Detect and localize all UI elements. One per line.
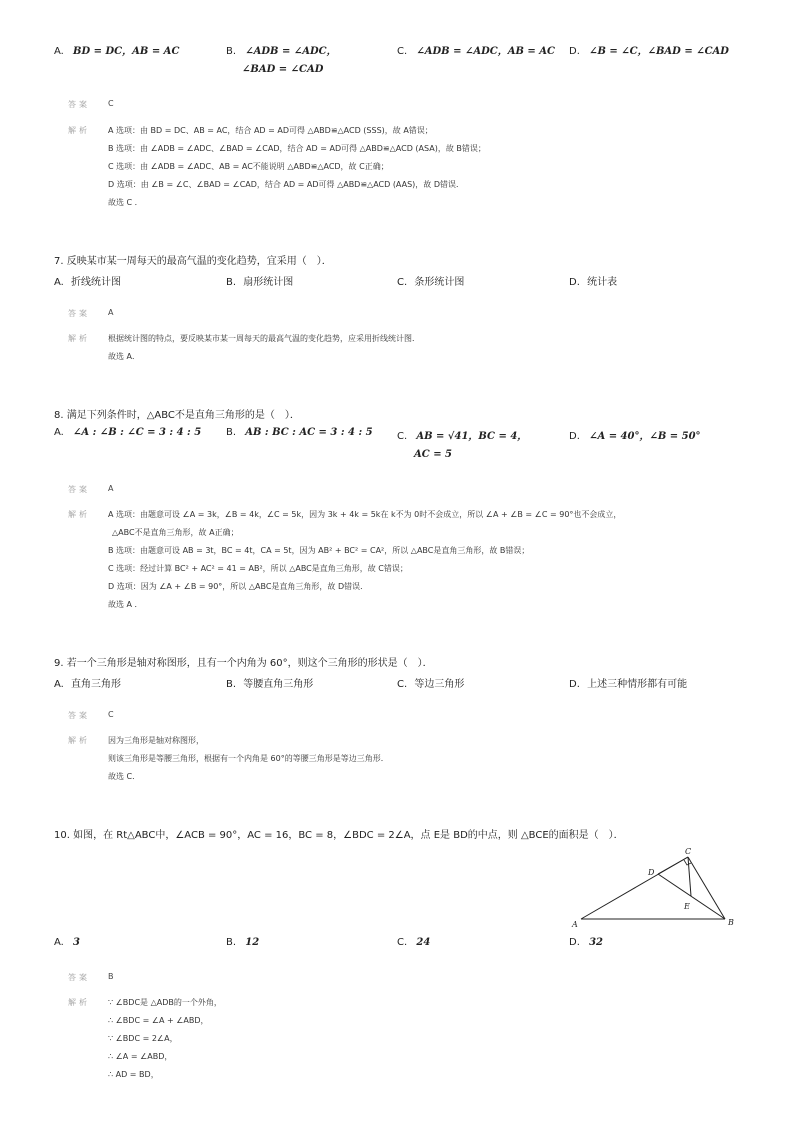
q8-analysis-label: 解析	[68, 510, 90, 519]
q6-answer: C	[108, 99, 114, 108]
q7-option-b[interactable]: B. 扇形统计图	[226, 277, 294, 288]
q10-analysis-line: ∵ ∠BDC = 2∠A，	[108, 1034, 178, 1043]
q9-analysis-line: 故选 C．	[108, 772, 141, 781]
q8-analysis-line: △ABC不是直角三角形，故 A正确；	[112, 528, 239, 537]
q10-option-c[interactable]: C. 24	[397, 937, 431, 948]
q10-analysis-line: ∵ ∠BDC是 △ADB的一个外角，	[108, 998, 222, 1007]
label-e: E	[684, 902, 690, 911]
q9-option-b[interactable]: B. 等腰直角三角形	[226, 679, 314, 690]
q6-analysis-line: C 选项：由 ∠ADB = ∠ADC、AB = AC不能说明 △ABD≌△ACD，故 C正确；	[108, 162, 389, 171]
q10-option-d[interactable]: D. 32	[569, 937, 603, 948]
label-b: B	[728, 918, 734, 927]
segment-cd	[658, 857, 688, 874]
q7-option-a[interactable]: A. 折线统计图	[54, 277, 122, 288]
q10-option-a[interactable]: A. 3	[54, 937, 80, 948]
q9-stem: 9. 若一个三角形是轴对称图形，且有一个内角为 60°，则这个三角形的形状是（ ）．	[54, 658, 433, 669]
q9-analysis-label: 解析	[68, 736, 90, 745]
q6-option-c[interactable]: C. ∠ADB = ∠ADC，AB = AC	[397, 46, 556, 57]
q8-analysis-line: A 选项：由题意可设 ∠A = 3k，∠B = 4k，∠C = 5k，因为 3k + 4k = 5k在 k不为 0时不会成立，所以 ∠A + ∠B = ∠C = 90°也不会成立，	[108, 510, 622, 519]
q8-answer-label: 答案	[68, 485, 90, 494]
q8-option-d[interactable]: D. ∠A = 40°，∠B = 50°	[569, 431, 701, 442]
segment-bd	[658, 874, 725, 919]
q10-stem: 10. 如图，在 Rt△ABC中，∠ACB = 90°，AC = 16，BC = 8，∠BDC = 2∠A，点 E是 BD的中点，则 △BCE的面积是（ ）．	[54, 830, 624, 841]
q6-analysis-line: 故选 C ．	[108, 198, 143, 207]
q10-analysis-line: ∴ ∠A = ∠ABD，	[108, 1052, 173, 1061]
q9-answer-label: 答案	[68, 711, 90, 720]
q9-option-a[interactable]: A. 直角三角形	[54, 679, 122, 690]
label-a: A	[572, 920, 578, 929]
q10-option-b[interactable]: B. 12	[226, 937, 260, 948]
q8-analysis-line: B 选项：由题意可设 AB = 3t，BC = 4t，CA = 5t，因为 AB² + BC² = CA²，所以 △ABC是直角三角形，故 B错误；	[108, 546, 530, 555]
q7-analysis-label: 解析	[68, 334, 90, 343]
q7-answer: A	[108, 308, 114, 317]
q8-option-a[interactable]: A. ∠A : ∠B : ∠C = 3 : 4 : 5	[54, 427, 202, 438]
q7-stem: 7. 反映某市某一周每天的最高气温的变化趋势，宜采用（ ）．	[54, 256, 332, 267]
q9-option-d[interactable]: D. 上述三种情形都有可能	[569, 679, 688, 690]
q6-option-b-line2: ∠BAD = ∠CAD	[242, 64, 324, 75]
q8-option-c[interactable]: C. AB = √41，BC = 4，	[397, 431, 528, 442]
q10-analysis-label: 解析	[68, 998, 90, 1007]
q6-analysis-label: 解析	[68, 126, 90, 135]
q9-answer: C	[108, 710, 114, 719]
q8-analysis-line: C 选项：经过计算 BC² + AC² = 41 = AB²，所以 △ABC是直角三角形，故 C错误；	[108, 564, 408, 573]
q8-analysis-line: D 选项：因为 ∠A + ∠B = 90°，所以 △ABC是直角三角形，故 D错误．	[108, 582, 369, 591]
label-c: C	[685, 847, 692, 856]
q10-analysis-line: ∴ ∠BDC = ∠A + ∠ABD，	[108, 1016, 209, 1025]
q10-triangle-figure	[568, 843, 738, 929]
q10-answer: B	[108, 972, 114, 981]
q7-answer-label: 答案	[68, 309, 90, 318]
q6-analysis-line: A 选项：由 BD = DC、AB = AC，结合 AD = AD可得 △ABD≌△ACD (SSS)，故 A错误；	[108, 126, 433, 135]
q10-analysis-line: ∴ AD = BD，	[108, 1070, 159, 1079]
q7-option-c[interactable]: C. 条形统计图	[397, 277, 465, 288]
q6-analysis-line: D 选项：由 ∠B = ∠C、∠BAD = ∠CAD，结合 AD = AD可得 △ABD≌△ACD (AAS)，故 D错误．	[108, 180, 465, 189]
q6-answer-label: 答案	[68, 100, 90, 109]
q10-answer-label: 答案	[68, 973, 90, 982]
q8-analysis-line: 故选 A ．	[108, 600, 143, 609]
q6-option-d[interactable]: D. ∠B = ∠C，∠BAD = ∠CAD	[569, 46, 729, 57]
q7-analysis-line: 根据统计图的特点，要反映某市某一周每天的最高气温的变化趋势，应采用折线统计图．	[108, 334, 420, 343]
q6-option-a[interactable]: A. BD = DC，AB = AC	[54, 46, 180, 57]
q9-analysis-line: 因为三角形是轴对称图形，	[108, 736, 204, 745]
q8-option-c-line2: AC = 5	[414, 449, 453, 460]
q8-option-b[interactable]: B. AB : BC : AC = 3 : 4 : 5	[226, 427, 373, 438]
q8-answer: A	[108, 484, 114, 493]
q8-stem: 8. 满足下列条件时，△ABC不是直角三角形的是（ ）．	[54, 410, 300, 421]
q7-option-d[interactable]: D. 统计表	[569, 277, 618, 288]
q9-analysis-line: 则该三角形是等腰三角形，根据有一个内角是 60°的等腰三角形是等边三角形．	[108, 754, 389, 763]
q6-option-b[interactable]: B. ∠ADB = ∠ADC，	[226, 46, 337, 57]
q6-analysis-line: B 选项：由 ∠ADB = ∠ADC、∠BAD = ∠CAD，结合 AD = AD可得 △ABD≌△ACD (ASA)，故 B错误；	[108, 144, 486, 153]
segment-cb	[688, 857, 725, 919]
label-d: D	[648, 868, 655, 877]
q7-analysis-line: 故选 A．	[108, 352, 141, 361]
q9-option-c[interactable]: C. 等边三角形	[397, 679, 465, 690]
